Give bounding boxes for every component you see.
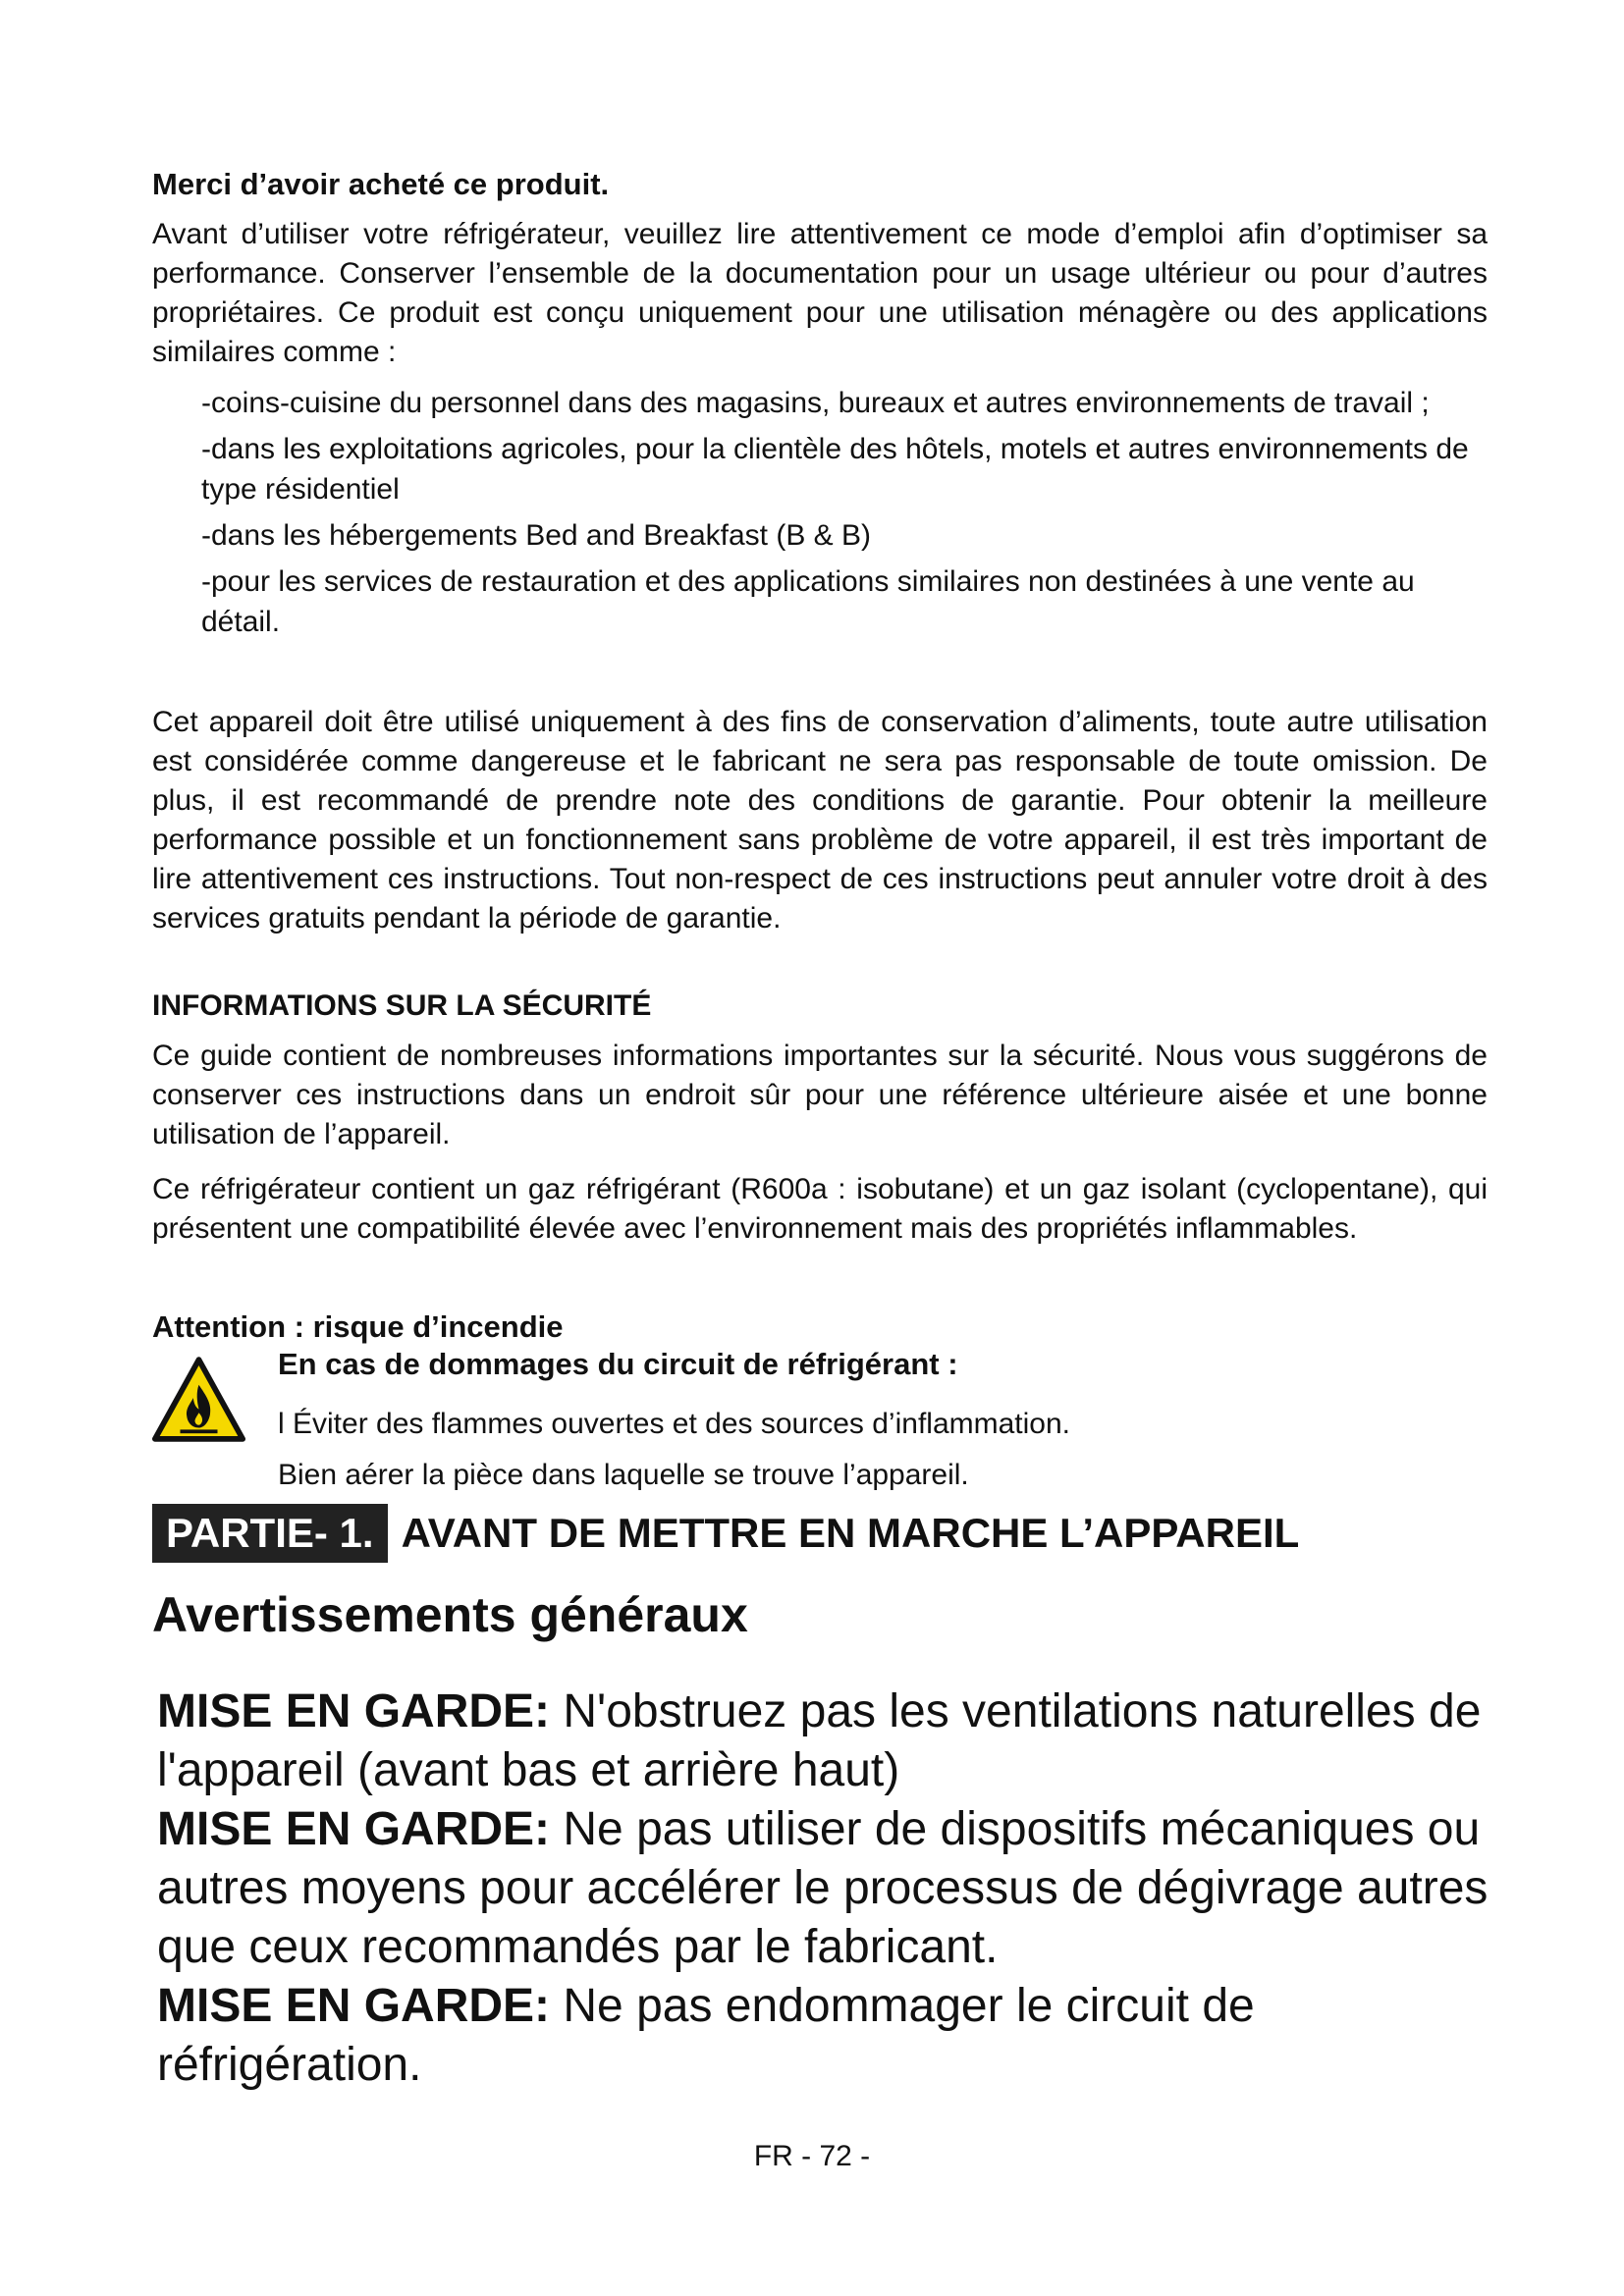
caution-text: N'obstruez pas les ventilations naturelles de l'appareil (avant bas et arrière haut) bbox=[157, 1685, 1482, 1796]
part-badge: PARTIE- 1. bbox=[152, 1504, 388, 1563]
list-item: -dans les exploitations agricoles, pour la clientèle des hôtels, motels et autres environnements de type résidentiel bbox=[201, 433, 1469, 506]
attention-list bbox=[278, 1399, 1070, 1501]
part-heading bbox=[152, 1504, 1299, 1563]
caution-label: MISE EN GARDE: bbox=[157, 1803, 551, 1855]
thanks-heading: Merci d’avoir acheté ce produit. bbox=[152, 167, 610, 201]
page-number: FR - 72 - bbox=[753, 2140, 871, 2172]
usage-paragraph: Cet appareil doit être utilisé uniquement à des fins de conservation d’aliments, toute autre utilisation est considérée comme dangereuse et le fabricant ne sera pas responsable de toute omission. De plus, il est recommandé de prendre note des conditions de garantie. Pour obtenir la meilleure performance possible et un fonctionnement sans problème de votre appareil, il est très important de lire attentivement ces instructions. Tout non-respect de ces instructions peut annuler votre droit à des services gratuits pendant la période de garantie. bbox=[152, 706, 1488, 934]
caution-label: MISE EN GARDE: bbox=[157, 1980, 551, 2032]
caution-text: Ne pas utiliser de dispositifs mécaniques ou autres moyens pour accélérer le processus de dégivrage autres que ceux recommandés par le fabricant. bbox=[157, 1803, 1489, 1973]
attention-title: Attention : risque d’incendie bbox=[152, 1309, 564, 1344]
fire-warning-icon bbox=[152, 1357, 245, 1443]
safety-paragraph-1: Ce guide contient de nombreuses informations importantes sur la sécurité. Nous vous suggérons de conserver ces instructions dans un endroit sûr pour une référence ultérieure aisée et une bonne utilisation de l’appareil. bbox=[152, 1040, 1488, 1150]
attention-subtitle: En cas de dommages du circuit de réfrigérant : bbox=[278, 1347, 958, 1381]
usage-list bbox=[201, 383, 1488, 648]
list-item: Bien aérer la pièce dans laquelle se trouve l’appareil. bbox=[278, 1459, 969, 1491]
list-item: -pour les services de restauration et des applications similaires non destinées à une vente au détail. bbox=[201, 565, 1415, 638]
caution-label: MISE EN GARDE: bbox=[157, 1685, 551, 1737]
caution-item bbox=[157, 1977, 1532, 2095]
section-title: Avertissements généraux bbox=[152, 1587, 748, 1642]
list-item: -coins-cuisine du personnel dans des magasins, bureaux et autres environnements de travail ; bbox=[201, 387, 1430, 419]
safety-paragraph-2: Ce réfrigérateur contient un gaz réfrigérant (R600a : isobutane) et un gaz isolant (cyclopentane), qui présentent une compatibilité élevée avec l’environnement mais des propriétés inflammables. bbox=[152, 1173, 1488, 1245]
part-title: AVANT DE METTRE EN MARCHE L’APPAREIL bbox=[401, 1510, 1300, 1556]
caution-item bbox=[157, 1682, 1532, 1800]
list-item: l Éviter des flammes ouvertes et des sources d’inflammation. bbox=[278, 1408, 1070, 1440]
intro-paragraph: Avant d’utiliser votre réfrigérateur, veuillez lire attentivement ce mode d’emploi afin d’optimiser sa performance. Conserver l’ensemble de la documentation pour un usage ultérieur ou pour d’autres propriétaires. Ce produit est conçu uniquement pour une utilisation ménagère ou des applications similaires comme : bbox=[152, 218, 1488, 368]
list-item: -dans les hébergements Bed and Breakfast (B & B) bbox=[201, 519, 872, 552]
safety-heading: INFORMATIONS SUR LA SÉCURITÉ bbox=[152, 989, 652, 1022]
caution-item bbox=[157, 1800, 1532, 1977]
caution-text: Ne pas endommager le circuit de réfrigération. bbox=[157, 1980, 1255, 2091]
